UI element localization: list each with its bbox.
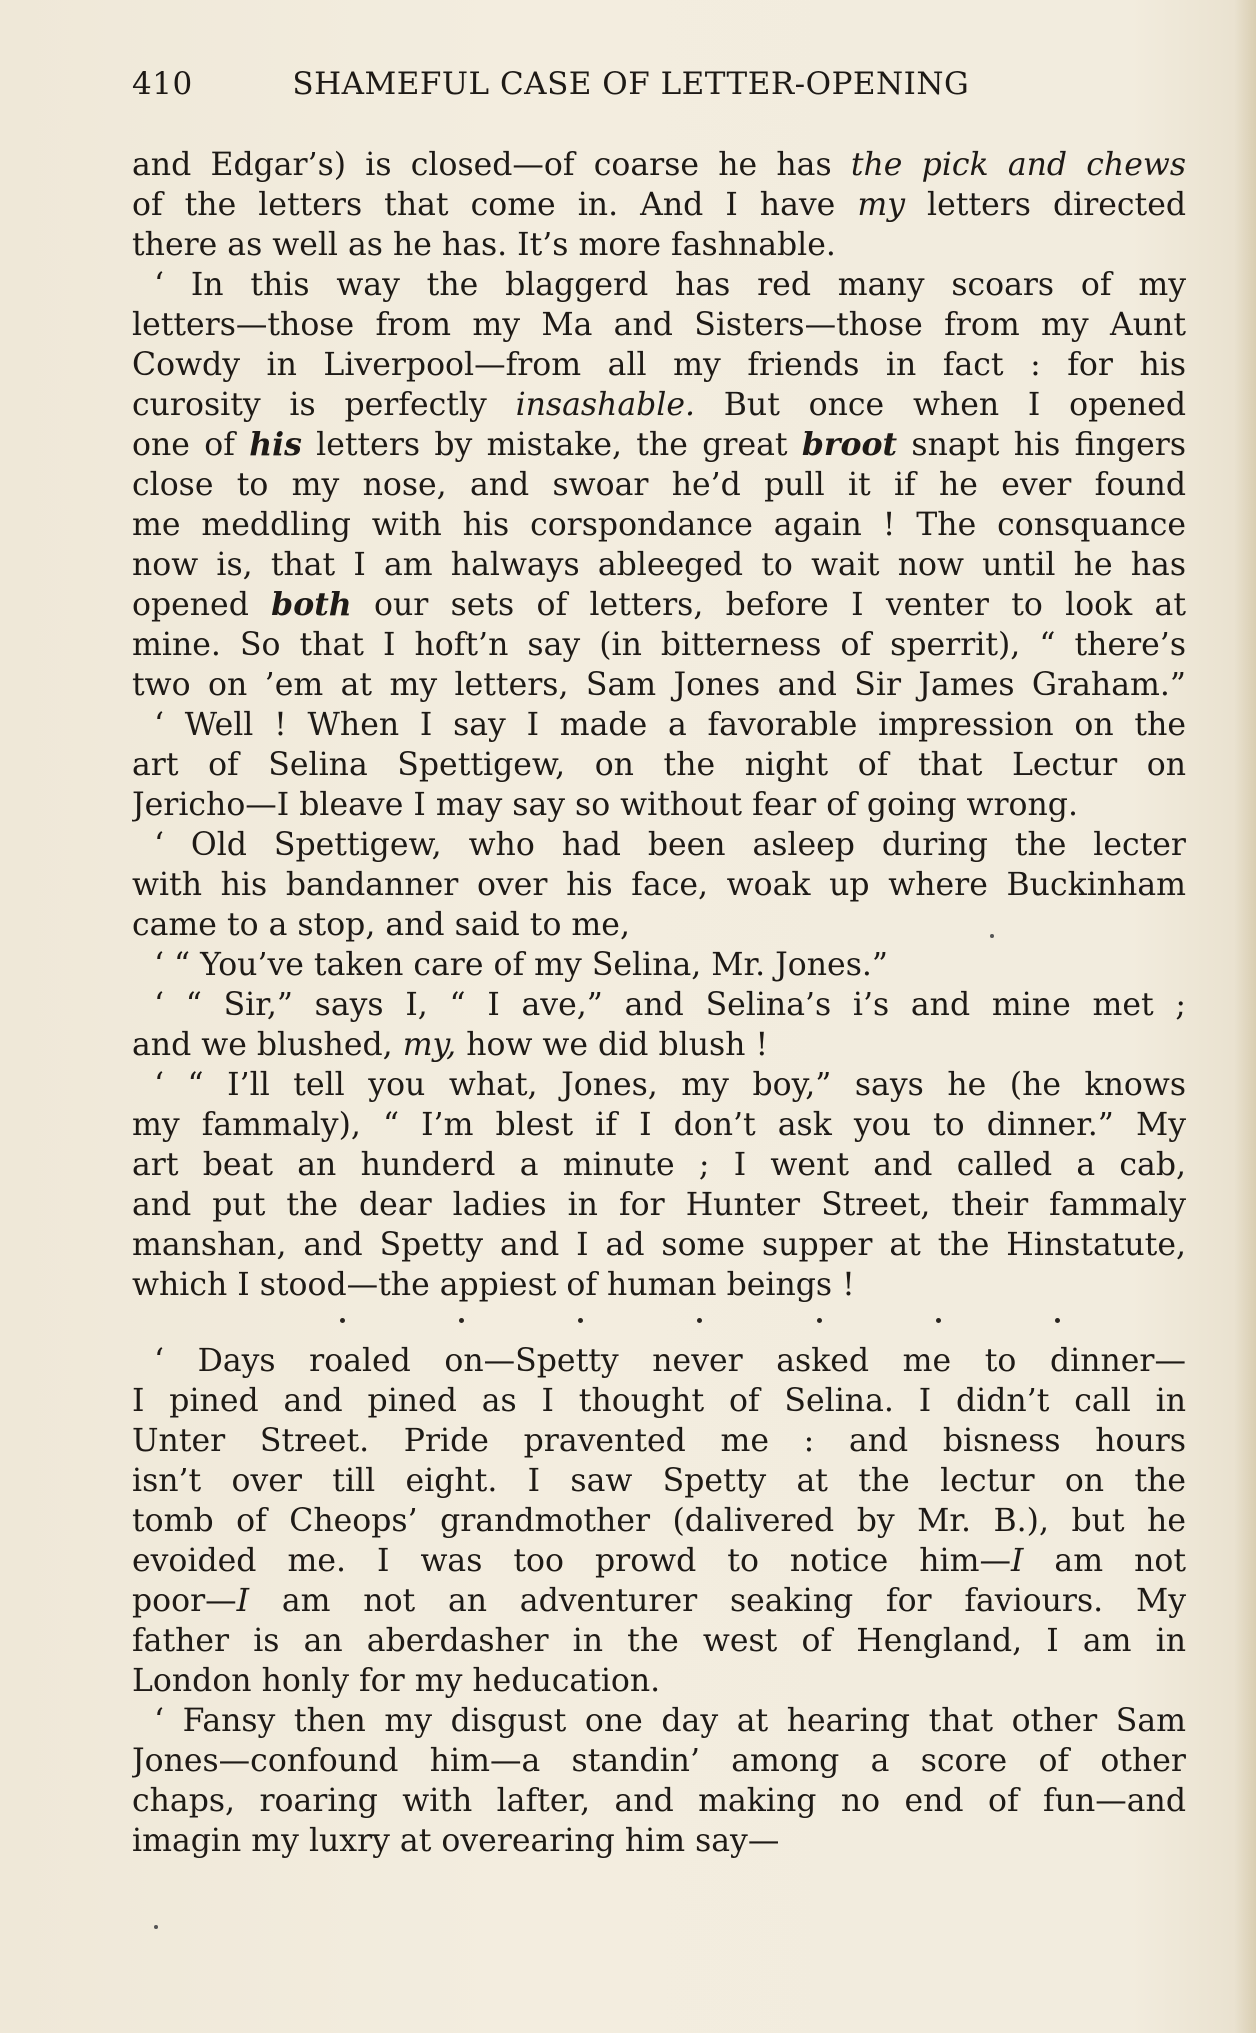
text-line <box>132 985 1186 1025</box>
text-line <box>132 1781 1186 1821</box>
text-line <box>132 1105 1186 1145</box>
text-line <box>132 1701 1186 1741</box>
text-run: am not an adventurer seaking for faviours. My <box>249 1583 1186 1619</box>
emphasis-run: insashable. <box>515 387 695 423</box>
text-line <box>132 1501 1186 1541</box>
text-line <box>132 1265 1186 1305</box>
text-line <box>132 1461 1186 1501</box>
text-run: art beat an hunderd a minute ; I went and called a cab, <box>132 1147 1186 1183</box>
break-dot <box>936 1318 941 1323</box>
print-speck <box>154 1925 158 1929</box>
text-line <box>132 705 1186 745</box>
text-line <box>132 1381 1186 1421</box>
break-dot <box>1055 1318 1060 1323</box>
text-run: father is an aberdasher in the west of Hengland, I am in <box>132 1623 1186 1659</box>
text-run: letters—those from my Ma and Sisters—those from my Aunt <box>132 307 1186 343</box>
text-line <box>132 825 1186 865</box>
break-dot <box>578 1318 583 1323</box>
text-run: Jones—confound him—a standin’ among a score of other <box>132 1743 1186 1779</box>
text-line <box>132 185 1186 225</box>
text-run: close to my nose, and swoar he’d pull it if he ever found <box>132 467 1186 503</box>
text-line <box>132 785 1186 825</box>
page-edge-shading <box>1234 0 1256 2033</box>
emphasis-run: both <box>271 586 352 623</box>
text-run: and we blushed, <box>132 1027 403 1063</box>
text-run: snapt his fingers <box>897 427 1186 463</box>
section-break-dots <box>340 1318 1060 1332</box>
text-run: letters directed <box>905 187 1186 223</box>
text-run: curosity is perfectly <box>132 387 516 423</box>
text-run: ‘ Well ! When I say I made a favorable impression on the <box>154 707 1186 743</box>
text-line <box>132 545 1186 585</box>
text-line <box>132 945 1186 985</box>
text-run: ‘ “ I’ll tell you what, Jones, my boy,” says he (he knows <box>154 1067 1186 1103</box>
text-run: imagin my luxry at overearing him say— <box>132 1823 780 1859</box>
text-run: with his bandanner over his face, woak up where Buckinham <box>132 867 1186 903</box>
text-run: Cowdy in Liverpool—from all my friends in fact : for his <box>132 347 1186 383</box>
emphasis-run: broot <box>801 426 898 463</box>
text-line <box>132 905 1186 945</box>
text-line <box>132 1661 1186 1701</box>
text-line <box>132 1225 1186 1265</box>
text-run: now is, that I am halways ableeged to wait now until he has <box>132 547 1186 583</box>
text-run: But once when I opened <box>695 387 1186 423</box>
emphasis-run: the pick and chews <box>850 147 1186 183</box>
break-dot <box>817 1318 822 1323</box>
text-run: Unter Street. Pride pravented me : and bisness hours <box>132 1423 1186 1459</box>
break-dot <box>340 1318 345 1323</box>
print-speck <box>990 934 994 938</box>
text-line <box>132 1741 1186 1781</box>
text-run: ‘ Fansy then my disgust one day at hearing that other Sam <box>154 1703 1186 1739</box>
running-title: SHAMEFUL CASE OF LETTER-OPENING <box>292 66 970 102</box>
text-line <box>132 505 1186 545</box>
text-run: I pined and pined as I thought of Selina. I didn’t call in <box>132 1383 1186 1419</box>
text-line <box>132 305 1186 345</box>
emphasis-run: I <box>236 1583 250 1619</box>
text-run: came to a stop, and said to me, <box>132 907 630 943</box>
text-run: poor— <box>132 1583 237 1619</box>
text-line <box>132 585 1186 625</box>
text-line <box>132 1065 1186 1105</box>
emphasis-run: my, <box>402 1027 457 1063</box>
text-line <box>132 1421 1186 1461</box>
text-run: opened <box>132 587 272 623</box>
text-line <box>132 1145 1186 1185</box>
text-line <box>132 1341 1186 1381</box>
text-line <box>132 345 1186 385</box>
text-line <box>132 1621 1186 1661</box>
text-line <box>132 145 1186 185</box>
text-line <box>132 465 1186 505</box>
text-line <box>132 385 1186 425</box>
body-text <box>132 145 1186 1861</box>
break-dot <box>697 1318 702 1323</box>
text-run: manshan, and Spetty and I ad some supper at the Hinstatute, <box>132 1227 1186 1263</box>
text-line <box>132 225 1186 265</box>
text-run: me meddling with his corspondance again ! The consquance <box>132 507 1186 543</box>
text-run: our sets of letters, before I venter to look at <box>351 587 1186 623</box>
text-run: ‘ Days roaled on—Spetty never asked me to dinner— <box>154 1343 1186 1379</box>
text-line <box>132 625 1186 665</box>
text-run: art of Selina Spettigew, on the night of that Lectur on <box>132 747 1186 783</box>
text-run: ‘ Old Spettigew, who had been asleep during the lecter <box>154 827 1186 863</box>
text-run: and put the dear ladies in for Hunter Street, their fammaly <box>132 1187 1186 1223</box>
text-line <box>132 1581 1186 1621</box>
text-run: which I stood—the appiest of human beings ! <box>132 1267 855 1303</box>
text-run: ‘ In this way the blaggerd has red many scoars of my <box>154 267 1186 303</box>
text-run: my fammaly), “ I’m blest if I don’t ask you to dinner.” My <box>132 1107 1186 1143</box>
emphasis-run: my <box>857 187 906 223</box>
text-line <box>132 665 1186 705</box>
text-run: am not <box>1023 1543 1186 1579</box>
text-run: and Edgar’s) is closed—of coarse he has <box>132 147 851 183</box>
text-run: ‘ “ Sir,” says I, “ I ave,” and Selina’s i’s and mine met ; <box>154 987 1186 1023</box>
text-run: there as well as he has. It’s more fashnable. <box>132 227 836 263</box>
emphasis-run: his <box>249 426 302 463</box>
text-run: evoided me. I was too prowd to notice him— <box>132 1543 1011 1579</box>
break-dot <box>459 1318 464 1323</box>
running-header <box>132 66 1132 116</box>
text-line <box>132 865 1186 905</box>
text-run: London honly for my heducation. <box>132 1663 661 1699</box>
text-run: of the letters that come in. And I have <box>132 187 858 223</box>
text-run: one of <box>132 427 250 463</box>
text-run: chaps, roaring with lafter, and making no end of fun—and <box>132 1783 1186 1819</box>
text-line <box>132 1025 1186 1065</box>
text-run: Jericho—I bleave I may say so without fear of going wrong. <box>132 787 1078 823</box>
text-line <box>132 1821 1186 1861</box>
text-run: tomb of Cheops’ grandmother (dalivered by Mr. B.), but he <box>132 1503 1186 1539</box>
text-line <box>132 745 1186 785</box>
text-line <box>132 265 1186 305</box>
text-line <box>132 1185 1186 1225</box>
text-run: mine. So that I hoft’n say (in bitterness of sperrit), “ there’s <box>132 627 1186 663</box>
text-line <box>132 425 1186 465</box>
text-run: isn’t over till eight. I saw Spetty at the lectur on the <box>132 1463 1186 1499</box>
text-run: how we did blush ! <box>456 1027 769 1063</box>
page-number: 410 <box>132 66 193 102</box>
text-line <box>132 1541 1186 1581</box>
text-run: two on ’em at my letters, Sam Jones and Sir James Graham.” <box>132 667 1186 703</box>
emphasis-run: I <box>1010 1543 1024 1579</box>
text-run: letters by mistake, the great <box>301 427 802 463</box>
text-run: ‘ “ You’ve taken care of my Selina, Mr. Jones.” <box>154 947 888 983</box>
